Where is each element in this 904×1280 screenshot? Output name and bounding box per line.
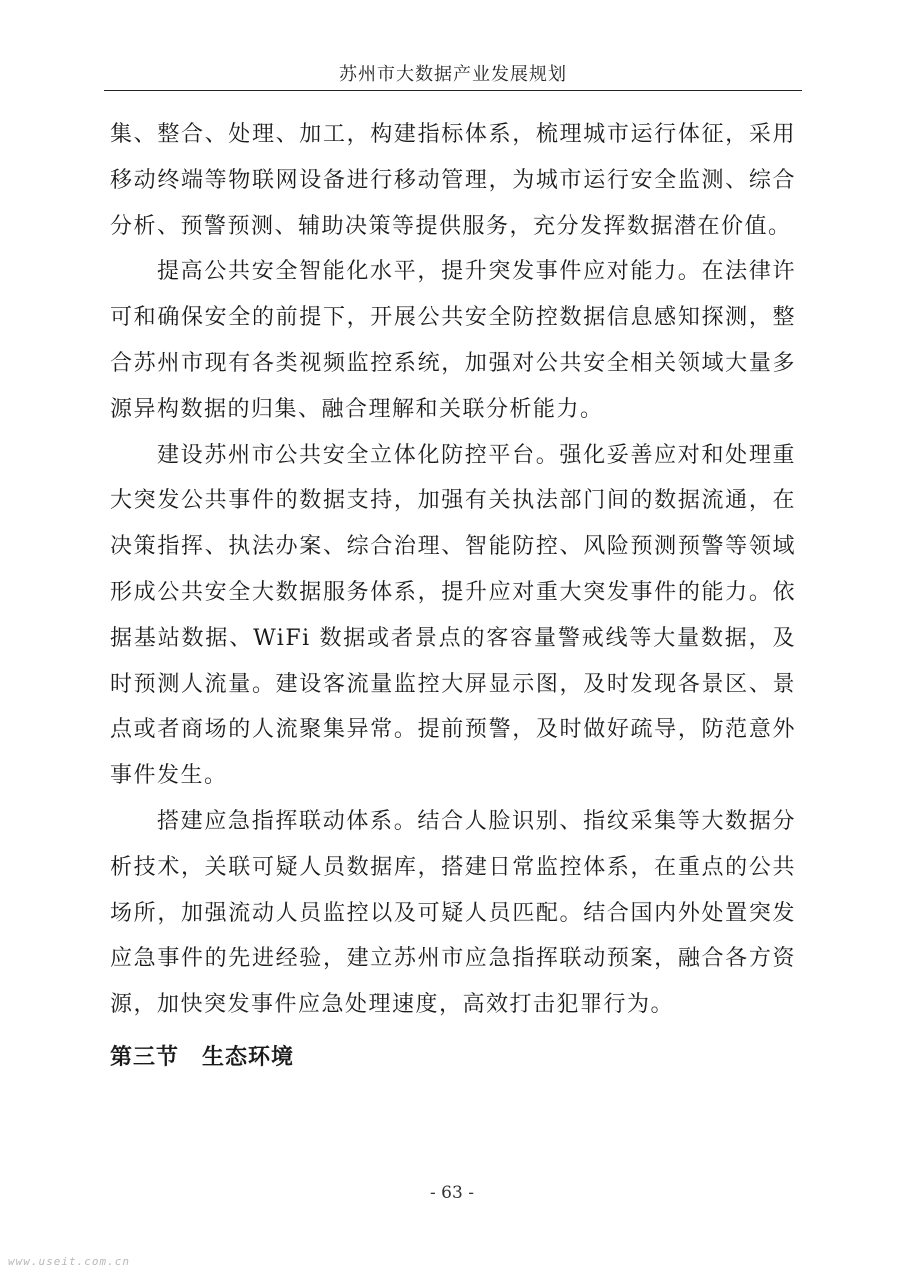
paragraph-prevention-platform: 建设苏州市公共安全立体化防控平台。强化妥善应对和处理重大突发公共事件的数据支持，加强有关执法部门间的数据流通，在决策指挥、执法办案、综合治理、智能防控、风险预测预警等领域形成公共安全大数据服务体系，提升应对重大突发事件的能力。依据基站数据、WiFi 数据或者景点的客容量警戒线等大量数据，及时预测人流量。建设客流量监控大屏显示图，及时发现各景区、景点或者商场的人流聚集异常。提前预警，及时做好疏导，防范意外事件发生。 xyxy=(110,442,796,789)
page-number: - 63 - xyxy=(430,1183,474,1203)
running-header: 苏州市大数据产业发展规划 xyxy=(339,64,567,85)
paragraph-public-safety: 提高公共安全智能化水平，提升突发事件应对能力。在法律许可和确保安全的前提下，开展公共安全防控数据信息感知探测，整合苏州市现有各类视频监控系统，加强对公共安全相关领域大量多源异构数据的归集、融合理解和关联分析能力。 xyxy=(110,259,796,422)
header-rule xyxy=(104,90,802,91)
body-text xyxy=(110,112,796,1080)
paragraph-continued: 集、整合、处理、加工，构建指标体系，梳理城市运行体征，采用移动终端等物联网设备进行移动管理，为城市运行安全监测、综合分析、预警预测、辅助决策等提供服务，充分发挥数据潜在价值。 xyxy=(110,122,796,239)
paragraph-emergency-command: 搭建应急指挥联动体系。结合人脸识别、指纹采集等大数据分析技术，关联可疑人员数据库，搭建日常监控体系，在重点的公共场所，加强流动人员监控以及可疑人员匹配。结合国内外处置突发应急事件的先进经验，建立苏州市应急指挥联动预案，融合各方资源，加快突发事件应急处理速度，高效打击犯罪行为。 xyxy=(110,808,796,1018)
section-heading: 第三节 生态环境 xyxy=(110,1044,295,1070)
watermark: www.useit.com.cn xyxy=(8,1255,130,1268)
